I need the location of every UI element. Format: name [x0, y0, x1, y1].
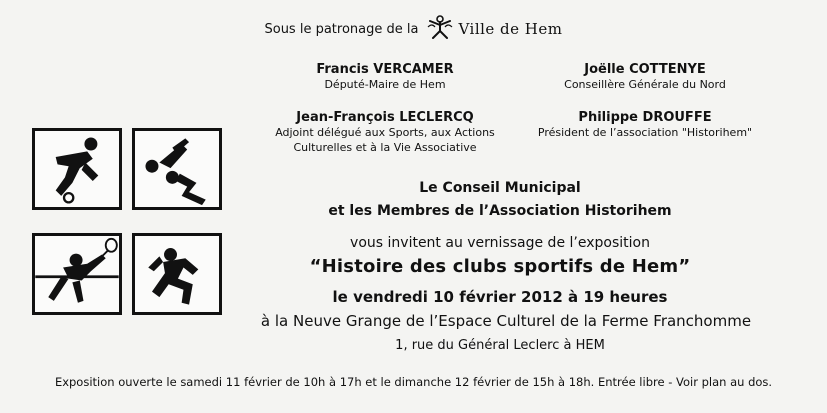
person-philippe-drouffe	[520, 110, 770, 140]
person-role: Culturelles et à la Vie Associative	[293, 141, 477, 154]
person-role: Conseillère Générale du Nord	[564, 78, 726, 91]
patronage-line	[0, 14, 827, 44]
running-pictogram-icon	[132, 233, 222, 315]
person-joelle-cottenye	[530, 62, 760, 92]
hosts-line-2: et les Membres de l’Association Historihem	[328, 203, 672, 219]
person-role: Président de l’association "Historihem"	[537, 126, 753, 139]
invitation-intro: vous invitent au vernissage de l’exposition	[350, 235, 650, 251]
person-francis-vercamer	[270, 62, 500, 92]
person-name: Philippe DROUFFE	[578, 110, 712, 125]
judo-pictogram-icon	[132, 128, 222, 210]
person-name: Francis VERCAMER	[316, 62, 454, 77]
ville-de-hem-logo-icon	[426, 15, 454, 43]
badminton-pictogram-icon	[32, 233, 122, 315]
event-date: le vendredi 10 février 2012 à 19 heures	[332, 288, 668, 306]
patronage-prefix: Sous le patronage de la	[264, 21, 419, 37]
ville-de-hem-text: Ville de Hem	[458, 20, 563, 38]
exhibition-title: “Histoire des clubs sportifs de Hem”	[309, 256, 691, 277]
football-pictogram-icon	[32, 128, 122, 210]
person-role: Adjoint délégué aux Sports, aux Actions	[275, 126, 495, 139]
hosts-line-1: Le Conseil Municipal	[419, 180, 581, 196]
event-place: à la Neuve Grange de l’Espace Culturel de la Ferme Franchomme	[260, 312, 752, 330]
sport-pictograms	[32, 128, 242, 318]
opening-hours-footer: Exposition ouverte le samedi 11 février de 10h à 17h et le dimanche 12 février de 15h à 18h. Entrée libre - Voir plan au dos.	[54, 375, 773, 389]
person-role: Député-Maire de Hem	[324, 78, 446, 91]
person-jean-francois-leclercq	[260, 110, 510, 155]
person-name: Jean-François LECLERCQ	[296, 110, 474, 125]
person-name: Joëlle COTTENYE	[584, 62, 706, 77]
event-address: 1, rue du Général Leclerc à HEM	[395, 338, 605, 353]
